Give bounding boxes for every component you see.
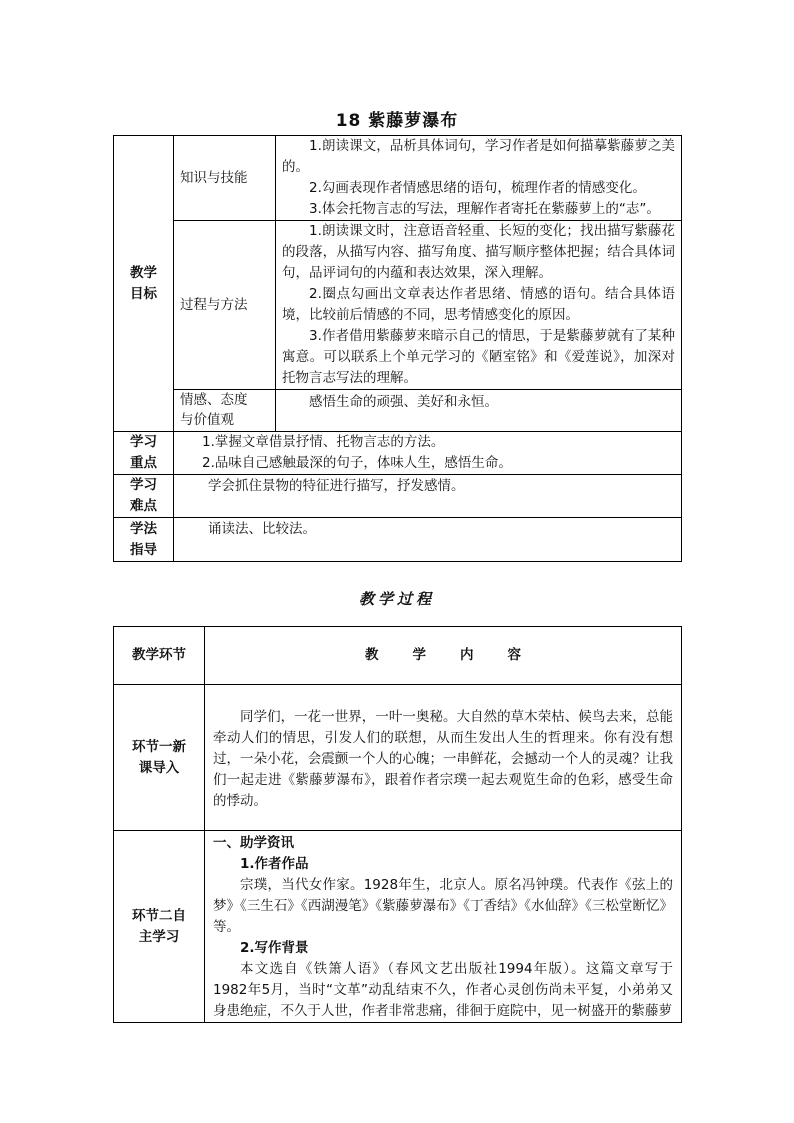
process-item: 1.朗读课文时，注意语音轻重、长短的变化；找出描写紫藤花的段落，从描写内容、描写角度、描写顺序整体把握；结合具体词句，品评词句的内蕴和表达效果，深入理解。 (282, 223, 675, 281)
knowledge-content (276, 136, 682, 221)
process-item: 3.作者借用紫藤萝来暗示自己的情思，于是紫藤萝就有了某种寓意。可以联系上个单元学习的《陋室铭》和《爱莲说》，加深对托物言志写法的理解。 (282, 328, 675, 386)
key-points-content (174, 432, 682, 475)
knowledge-item: 2.勾画表现作者情感思绪的语句，梳理作者的情感变化。 (309, 180, 646, 196)
knowledge-item: 3.体会托物言志的写法，理解作者寄托在紫藤萝上的“志”。 (309, 201, 660, 217)
stage1-label-cell (114, 685, 205, 831)
teaching-process-table (113, 626, 682, 1023)
methods-text: 诵读法、比较法。 (208, 521, 316, 537)
knowledge-item: 1.朗读课文，品析具体词句，学习作者是如何描摹紫藤萝之美的。 (282, 138, 675, 175)
difficulties-header: 学习难点 (130, 477, 157, 514)
goals-header: 教学目标 (130, 264, 157, 302)
stage1-text: 同学们，一花一世界，一叶一奥秘。大自然的草木荣枯、候鸟去来，总能牵动人们的情思，引发人们的联想，从而生发出人生的哲理来。你有没有想过，一朵小花，会震颤一个人的心魄；一串鲜花，会撼动一个人的灵魂？让我们一起走进《紫藤萝瀑布》，跟着作者宗璞一起去观览生命的色彩，感受生命的悸动。 (213, 709, 673, 809)
difficulties-text: 学会抓住景物的特征进行描写，抒发感情。 (208, 478, 465, 494)
stage2-subheading-2: 2.写作背景 (240, 940, 309, 956)
stage2-label-cell (114, 831, 205, 1023)
stage-column-header: 教学环节 (114, 627, 205, 685)
difficulties-header-cell (114, 475, 174, 518)
stage1-label: 环节一新课导入 (132, 738, 186, 776)
content-column-header: 教学内容 (205, 627, 682, 685)
stage2-subheading-1: 1.作者作品 (240, 856, 309, 872)
key-points-header: 学习重点 (130, 434, 157, 471)
process-label: 过程与方法 (174, 221, 276, 390)
key-point-item: 1.掌握文章借景抒情、托物言志的方法。 (202, 434, 445, 450)
knowledge-label: 知识与技能 (174, 136, 276, 221)
emotion-item: 感悟生命的顽强、美好和永恒。 (309, 394, 498, 410)
key-points-header-cell (114, 432, 174, 475)
process-item: 2.圈点勾画出文章表达作者思绪、情感的语句。结合具体语境，比较前后情感的不同，思考情感变化的原因。 (282, 286, 675, 323)
process-content (276, 221, 682, 390)
methods-header: 学法指导 (130, 520, 157, 558)
document-title: 18 紫藤萝瀑布 (335, 111, 459, 131)
difficulties-content (174, 475, 682, 518)
stage2-label: 环节二自主学习 (132, 907, 186, 945)
emotion-content (276, 390, 682, 432)
goals-header-cell (114, 136, 174, 432)
methods-content (174, 518, 682, 562)
stage2-heading: 一、助学资讯 (213, 835, 294, 851)
methods-header-cell (114, 518, 174, 562)
stage1-content (205, 685, 682, 831)
stage2-text-2: 本文选自《铁箫人语》（春风文艺出版社1994年版）。这篇文章写于1982年5月，当时“文革”动乱结束不久，作者心灵创伤尚未平复，小弟弟又身患绝症，不久于人世，作者非常悲痛，徘徊于庭院中，见一树盛开的紫藤萝 (213, 961, 673, 1019)
emotion-label-text: 情感、态度与价值观 (180, 392, 248, 428)
emotion-label (174, 390, 276, 432)
process-section-title: 教学过程 (358, 590, 435, 608)
key-point-item: 2.品味自己感触最深的句子，体味人生，感悟生命。 (202, 455, 512, 471)
stage2-content (205, 831, 682, 1023)
teaching-goals-table (113, 135, 682, 562)
stage2-text-1: 宗璞，当代女作家。1928年生，北京人。原名冯钟璞。代表作《弦上的梦》《三生石》《西湖漫笔》《紫藤萝瀑布》《丁香结》《水仙辞》《三松堂断忆》等。 (213, 877, 673, 935)
